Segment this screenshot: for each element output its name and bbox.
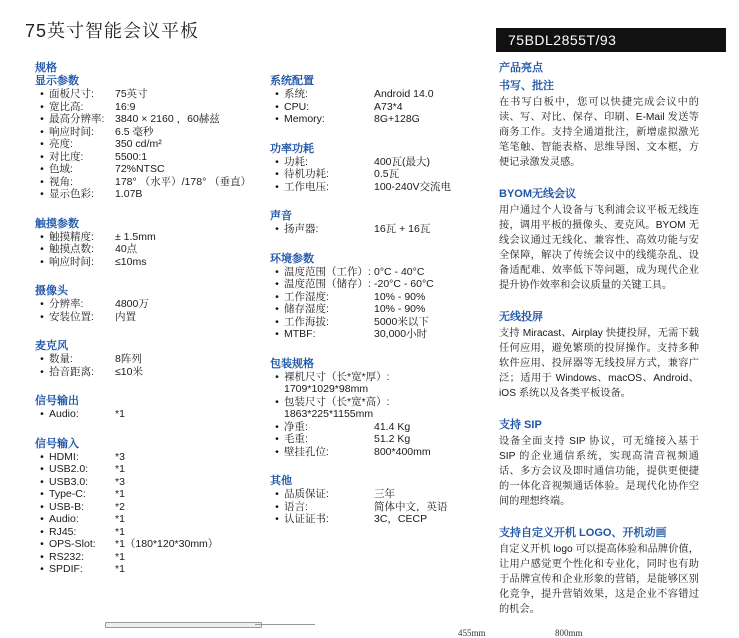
bullet: • bbox=[275, 223, 279, 235]
spec-row bbox=[270, 101, 495, 114]
spec-row bbox=[270, 181, 495, 194]
spec-value: -20°C - 60°C bbox=[374, 278, 434, 290]
spec-value: 350 cd/m² bbox=[115, 138, 162, 150]
bullet: • bbox=[40, 255, 44, 268]
spec-row bbox=[270, 266, 495, 279]
spec-row bbox=[35, 298, 260, 311]
bullet: • bbox=[275, 278, 279, 290]
bullet: • bbox=[275, 488, 279, 500]
spec-value: *1（180*120*30mm） bbox=[115, 538, 219, 550]
spec-value: 5500:1 bbox=[115, 150, 148, 163]
spec-value: 16:9 bbox=[115, 100, 136, 113]
spec-row bbox=[35, 551, 260, 564]
spec-row bbox=[270, 396, 495, 409]
spec-row bbox=[35, 451, 260, 464]
spec-label: 响应时间: bbox=[49, 255, 94, 268]
spec-label: 显示色彩: bbox=[49, 188, 94, 200]
spec-value: ≤10米 bbox=[115, 365, 143, 378]
bullet: • bbox=[40, 463, 44, 475]
spec-row bbox=[35, 501, 260, 514]
spec-label: Type-C: bbox=[49, 488, 86, 500]
spec-label: RJ45: bbox=[49, 525, 77, 538]
spec-value: 3840 × 2160 ，60赫兹 bbox=[115, 113, 220, 125]
spec-label: 触摸精度: bbox=[49, 230, 94, 243]
spec-value: 72%NTSC bbox=[115, 163, 165, 175]
spec-row bbox=[35, 101, 260, 114]
spec-value: 1863*225*1155mm bbox=[284, 408, 374, 420]
bullet: • bbox=[275, 370, 279, 383]
spec-label: 功耗: bbox=[284, 155, 308, 168]
bullet: • bbox=[40, 230, 44, 243]
spec-row bbox=[35, 138, 260, 151]
spec-value-row bbox=[270, 408, 495, 421]
bullet: • bbox=[275, 328, 279, 340]
spec-label: OPS-Slot: bbox=[49, 538, 96, 550]
bullet: • bbox=[275, 88, 279, 100]
spec-value-row bbox=[270, 383, 495, 396]
spec-label: 工作海拔: bbox=[284, 315, 329, 328]
bullet: • bbox=[275, 168, 279, 180]
spec-value: *3 bbox=[115, 450, 125, 463]
bullet: • bbox=[275, 290, 279, 303]
spec-row bbox=[270, 278, 495, 291]
bullet: • bbox=[40, 88, 44, 100]
product-drawing-line bbox=[255, 624, 315, 625]
spec-label: 语言: bbox=[284, 500, 308, 513]
spec-label: 认证证书: bbox=[284, 513, 329, 525]
spec-label: 裸机尺寸（长*宽*厚）: bbox=[284, 370, 390, 383]
spec-label: 拾音距离: bbox=[49, 365, 94, 378]
bullet: • bbox=[275, 100, 279, 113]
spec-label: Audio: bbox=[49, 408, 79, 420]
dimension-label-depth: 455mm bbox=[458, 628, 486, 638]
spec-row bbox=[35, 476, 260, 489]
spec-label: 扬声器: bbox=[284, 223, 319, 235]
spec-value: 30,000小时 bbox=[374, 328, 428, 340]
bullet: • bbox=[40, 550, 44, 563]
bullet: • bbox=[275, 433, 279, 445]
spec-label: 安装位置: bbox=[49, 310, 94, 323]
spec-label: 数量: bbox=[49, 353, 73, 365]
spec-row bbox=[35, 113, 260, 126]
spec-label: CPU: bbox=[284, 100, 310, 113]
spec-row bbox=[270, 88, 495, 101]
bullet: • bbox=[275, 445, 279, 458]
spec-row bbox=[35, 526, 260, 539]
highlight-text: 支持 Miracast、Airplay 快捷投屏，无需下载任何应用，避免繁琐的投屏操作。支持多种软件应用、投屏器等无线投屏方式，兼容广泛；适用于 Windows、macOS、Android、iOS 系统以及各类平板设备。 bbox=[499, 328, 699, 399]
spec-row bbox=[35, 163, 260, 176]
spec-row bbox=[35, 176, 260, 189]
bullet: • bbox=[40, 150, 44, 163]
bullet: • bbox=[40, 525, 44, 538]
section-heading: 功率功耗 bbox=[270, 142, 314, 155]
spec-value: 简体中文，英语 bbox=[374, 500, 448, 513]
section-heading: 显示参数 bbox=[35, 75, 79, 87]
spec-row bbox=[270, 446, 495, 459]
highlight-title: 支持 SIP bbox=[499, 419, 542, 431]
spec-value: *1 bbox=[115, 408, 125, 420]
spec-value: *3 bbox=[115, 475, 125, 488]
spec-label: Audio: bbox=[49, 513, 79, 525]
bullet: • bbox=[40, 175, 44, 188]
spec-value: 1709*1029*98mm bbox=[284, 383, 369, 395]
spec-row bbox=[270, 328, 495, 341]
spec-label: 工作湿度: bbox=[284, 290, 329, 303]
section-heading: 信号输出 bbox=[35, 395, 79, 407]
bullet: • bbox=[40, 563, 44, 575]
spec-row bbox=[270, 223, 495, 236]
bullet: • bbox=[40, 243, 44, 255]
bullet: • bbox=[40, 488, 44, 500]
spec-row bbox=[35, 366, 260, 379]
dimension-label-width: 800mm bbox=[555, 628, 583, 638]
spec-value: 8G+128G bbox=[374, 113, 420, 125]
bullet: • bbox=[40, 365, 44, 378]
spec-label: HDMI: bbox=[49, 450, 79, 463]
spec-value: 10% - 90% bbox=[374, 290, 426, 303]
highlights-column bbox=[499, 77, 704, 617]
bullet: • bbox=[275, 303, 279, 315]
spec-value: 40点 bbox=[115, 243, 138, 255]
bullet: • bbox=[40, 538, 44, 550]
spec-label: 对比度: bbox=[49, 150, 84, 163]
spec-row bbox=[270, 371, 495, 384]
spec-row bbox=[270, 303, 495, 316]
product-drawing bbox=[105, 622, 262, 628]
spec-row bbox=[35, 408, 260, 421]
spec-row bbox=[270, 168, 495, 181]
spec-label: USB2.0: bbox=[49, 463, 89, 475]
spec-label: RS232: bbox=[49, 550, 85, 563]
spec-row bbox=[270, 113, 495, 126]
highlight-title: BYOM无线会议 bbox=[499, 188, 576, 200]
spec-label: SPDIF: bbox=[49, 563, 83, 575]
section-heading: 麦克风 bbox=[35, 340, 68, 352]
spec-label: MTBF: bbox=[284, 328, 316, 340]
section-heading: 系统配置 bbox=[270, 75, 314, 87]
section-heading: 触摸参数 bbox=[35, 217, 79, 230]
spec-value: *2 bbox=[115, 500, 125, 513]
spec-value: 178° （水平）/178° （垂直） bbox=[115, 175, 252, 188]
spec-label: 分辨率: bbox=[49, 298, 84, 310]
spec-value: 内置 bbox=[115, 310, 136, 323]
section-heading: 信号输入 bbox=[35, 437, 79, 450]
spec-row bbox=[35, 488, 260, 501]
spec-value: 100-240V交流电 bbox=[374, 180, 452, 193]
spec-label: 色域: bbox=[49, 163, 73, 175]
section-heading: 其他 bbox=[270, 475, 292, 487]
spec-row bbox=[35, 513, 260, 526]
spec-label: 视角: bbox=[49, 175, 73, 188]
spec-label: 工作电压: bbox=[284, 180, 329, 193]
section-heading: 声音 bbox=[270, 210, 292, 222]
spec-value: 800*400mm bbox=[374, 445, 431, 458]
bullet: • bbox=[275, 513, 279, 525]
spec-row bbox=[35, 188, 260, 201]
highlight-text: 在书写白板中，您可以快捷完成会议中的读、写、对比、保存、印刷、E-Mail 发送等商务工作。支持全通道批注，新增虚拟激光笔笔触、智能表格、思维导图、文本框，方便记录激发灵感。 bbox=[499, 97, 699, 168]
bullet: • bbox=[40, 138, 44, 150]
spec-value: *1 bbox=[115, 488, 125, 500]
bullet: • bbox=[40, 513, 44, 525]
spec-row bbox=[35, 463, 260, 476]
spec-value: 75英寸 bbox=[115, 88, 148, 100]
bullet: • bbox=[275, 180, 279, 193]
spec-value: ± 1.5mm bbox=[115, 230, 156, 243]
spec-value: 6.5 毫秒 bbox=[115, 125, 154, 138]
spec-row bbox=[35, 256, 260, 269]
bullet: • bbox=[40, 450, 44, 463]
bullet: • bbox=[40, 408, 44, 420]
spec-row bbox=[35, 231, 260, 244]
spec-row bbox=[270, 513, 495, 526]
spec-label: 品质保证: bbox=[284, 488, 329, 500]
bullet: • bbox=[40, 298, 44, 310]
spec-label: USB-B: bbox=[49, 500, 85, 513]
spec-label: 毛重: bbox=[284, 433, 308, 445]
spec-label: 宽比高: bbox=[49, 100, 84, 113]
spec-column-left bbox=[35, 75, 260, 576]
spec-value: Android 14.0 bbox=[374, 88, 434, 100]
spec-row bbox=[270, 316, 495, 329]
spec-label: 响应时间: bbox=[49, 125, 94, 138]
spec-label: 温度范围（工作）: bbox=[284, 265, 371, 278]
spec-label: 待机功耗: bbox=[284, 168, 329, 180]
bullet: • bbox=[40, 188, 44, 200]
spec-label: Memory: bbox=[284, 113, 325, 125]
bullet: • bbox=[275, 113, 279, 125]
spec-value: *1 bbox=[115, 513, 125, 525]
section-heading: 环境参数 bbox=[270, 252, 314, 265]
highlights-heading: 产品亮点 bbox=[499, 62, 543, 74]
spec-value: 51.2 Kg bbox=[374, 433, 411, 445]
spec-value: ≤10ms bbox=[115, 255, 147, 268]
spec-label: 包装尺寸（长*宽*高）: bbox=[284, 395, 390, 408]
model-number-badge: 75BDL2855T/93 bbox=[496, 28, 726, 52]
highlight-text: 用户通过个人设备与飞利浦会议平板无线连接，调用平板的摄像头、麦克风。BYOM 无线会议通过无线化、兼容性、高效功能与安全保障，解决了传统会议中的线缆杂乱、设备适配难、效率低下等问题，成为现代企业提升协作效率和会议质量的关键工具。 bbox=[499, 205, 699, 291]
spec-row bbox=[270, 291, 495, 304]
highlight-title: 无线投屏 bbox=[499, 311, 543, 323]
bullet: • bbox=[275, 265, 279, 278]
bullet: • bbox=[40, 163, 44, 175]
spec-label: 温度范围（储存）: bbox=[284, 278, 371, 290]
spec-row bbox=[35, 538, 260, 551]
spec-label: 触摸点数: bbox=[49, 243, 94, 255]
bullet: • bbox=[40, 475, 44, 488]
spec-value: 5000米以下 bbox=[374, 315, 429, 328]
highlight-title: 书写、批注 bbox=[499, 80, 554, 92]
section-heading: 包装规格 bbox=[270, 357, 314, 370]
spec-label: 最高分辨率: bbox=[49, 113, 105, 125]
spec-value: *1 bbox=[115, 525, 125, 538]
spec-value: A73*4 bbox=[374, 100, 403, 113]
spec-row bbox=[35, 311, 260, 324]
spec-row bbox=[35, 126, 260, 139]
spec-value: 8阵列 bbox=[115, 353, 142, 365]
spec-value: *1 bbox=[115, 463, 125, 475]
spec-row bbox=[270, 433, 495, 446]
spec-row bbox=[270, 488, 495, 501]
spec-label: 壁挂孔位: bbox=[284, 445, 329, 458]
spec-value: 3C，CECP bbox=[374, 513, 428, 525]
bullet: • bbox=[40, 310, 44, 323]
spec-row bbox=[35, 353, 260, 366]
bullet: • bbox=[40, 500, 44, 513]
spec-value: *1 bbox=[115, 563, 125, 575]
spec-value: 0°C - 40°C bbox=[374, 265, 425, 278]
spec-label: 储存湿度: bbox=[284, 303, 329, 315]
spec-row bbox=[35, 151, 260, 164]
spec-row bbox=[270, 156, 495, 169]
bullet: • bbox=[40, 100, 44, 113]
bullet: • bbox=[40, 113, 44, 125]
highlight-text: 自定义开机 logo 可以提高体验和品牌价值，让用户感觉更个性化和专业化，同时也有助于品牌宣传和企业形象的营销，是能够区别化竞争，提升营销效果，这是企业不容错过的机会。 bbox=[499, 544, 699, 615]
spec-value: 16瓦 + 16瓦 bbox=[374, 223, 431, 235]
highlight-text: 设备全面支持 SIP 协议，可无缝接入基于SIP 的企业通信系统，实现高清音视频通话、多方会议及即时通信功能，提供更便捷的一体化音视频通话体验。是现代化协作空间的理想终端。 bbox=[499, 436, 699, 507]
spec-label: 系统: bbox=[284, 88, 308, 100]
bullet: • bbox=[275, 500, 279, 513]
spec-value: 1.07B bbox=[115, 188, 143, 200]
spec-column-middle bbox=[270, 75, 495, 526]
spec-row bbox=[35, 88, 260, 101]
spec-value: 41.4 Kg bbox=[374, 420, 411, 433]
spec-row bbox=[270, 421, 495, 434]
bullet: • bbox=[275, 315, 279, 328]
bullet: • bbox=[275, 155, 279, 168]
spec-label: 面板尺寸: bbox=[49, 88, 94, 100]
specs-heading: 规格 bbox=[35, 62, 57, 74]
spec-label: 净重: bbox=[284, 420, 308, 433]
section-heading: 摄像头 bbox=[35, 285, 68, 297]
spec-row bbox=[35, 243, 260, 256]
spec-value: 400瓦(最大) bbox=[374, 155, 431, 168]
spec-value: *1 bbox=[115, 550, 125, 563]
bullet: • bbox=[40, 125, 44, 138]
spec-label: 亮度: bbox=[49, 138, 73, 150]
bullet: • bbox=[40, 353, 44, 365]
bullet: • bbox=[275, 395, 279, 408]
spec-value: 10% - 90% bbox=[374, 303, 426, 315]
spec-value: 0.5瓦 bbox=[374, 168, 400, 180]
spec-row bbox=[270, 501, 495, 514]
highlight-title: 支持自定义开机 LOGO、开机动画 bbox=[499, 527, 667, 539]
bullet: • bbox=[275, 420, 279, 433]
spec-value: 三年 bbox=[374, 488, 395, 500]
page-title: 75英寸智能会议平板 bbox=[25, 21, 200, 41]
spec-value: 4800万 bbox=[115, 298, 149, 310]
spec-label: USB3.0: bbox=[49, 475, 89, 488]
spec-row bbox=[35, 563, 260, 576]
